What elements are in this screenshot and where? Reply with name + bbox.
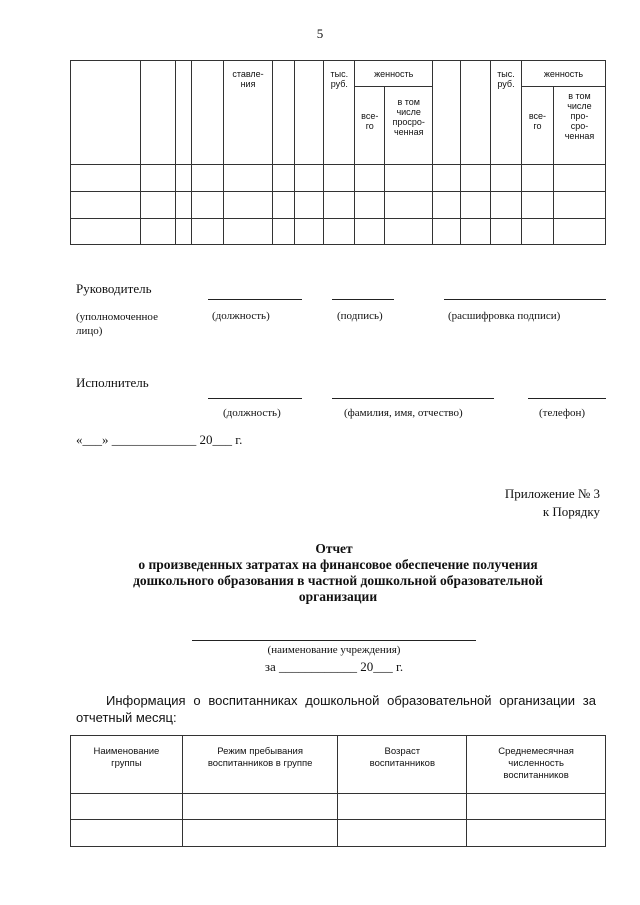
exec-caption-position: (должность): [223, 407, 281, 419]
header-avg-count: Среднемесячная численность воспитанников: [467, 736, 606, 794]
header-group-name: Наименование группы: [71, 736, 183, 794]
info-text: [76, 692, 596, 726]
appendix-line1: Приложение № 3: [504, 486, 600, 501]
head-caption-signature: (подпись): [337, 310, 383, 322]
header-stay-mode: Режим пребывания воспитанников в группе: [182, 736, 338, 794]
table-row: [71, 192, 606, 219]
head-position-line: [208, 299, 302, 300]
col-tys-rub-2: тыс. руб.: [491, 61, 522, 165]
pupils-table: [70, 735, 606, 847]
col-vsego-2: все- го: [521, 87, 553, 165]
report-subtitle: о произведенных затратах на финансовое обеспечение получения дошкольного образования в частной дошкольной образовательной организации: [133, 557, 543, 604]
head-label: Руководитель: [76, 281, 152, 296]
expenses-table-fragment: [70, 60, 606, 245]
head-caption-position: (должность): [212, 310, 270, 322]
exec-caption-name: (фамилия, имя, отчество): [344, 407, 463, 419]
institution-line: [192, 640, 476, 641]
table-row: [71, 794, 606, 820]
head-decode-line: [444, 299, 606, 300]
page-number: 5: [316, 26, 324, 41]
institution-caption: (наименование учреждения): [267, 644, 401, 656]
date-line: «___» _____________ 20___ г.: [76, 432, 243, 447]
col-tys-rub-1: тыс. руб.: [324, 61, 355, 165]
head-signature-line: [332, 299, 394, 300]
exec-position-line: [208, 398, 302, 399]
table-row: [71, 820, 606, 847]
col-zhennost-2: женность: [521, 61, 605, 87]
exec-phone-line: [528, 398, 606, 399]
table-row: [71, 165, 606, 192]
period-line: за ____________ 20___ г.: [264, 659, 404, 674]
info-text-content: Информация о воспитанниках дошкольной образовательной организации за отчетный месяц:: [76, 693, 596, 725]
header-age: Возраст воспитанников: [338, 736, 467, 794]
exec-label: Исполнитель: [76, 375, 149, 390]
col-vsego-1: все- го: [355, 87, 385, 165]
col-vtom-2: в том числе про- сро- ченная: [553, 87, 605, 165]
head-caption-decode: (расшифровка подписи): [448, 310, 561, 322]
col-vtom-1: в том числе просро- ченная: [385, 87, 433, 165]
table-row: [71, 219, 606, 245]
exec-caption-phone: (телефон): [539, 407, 586, 419]
appendix-line2: к Порядку: [542, 504, 600, 519]
col-stavlenia: ставле- ния: [223, 61, 273, 165]
report-title: Отчет: [315, 541, 353, 556]
head-caption-person: (уполномоченное лицо): [76, 311, 158, 337]
exec-name-line: [332, 398, 494, 399]
col-zhennost-1: женность: [355, 61, 433, 87]
